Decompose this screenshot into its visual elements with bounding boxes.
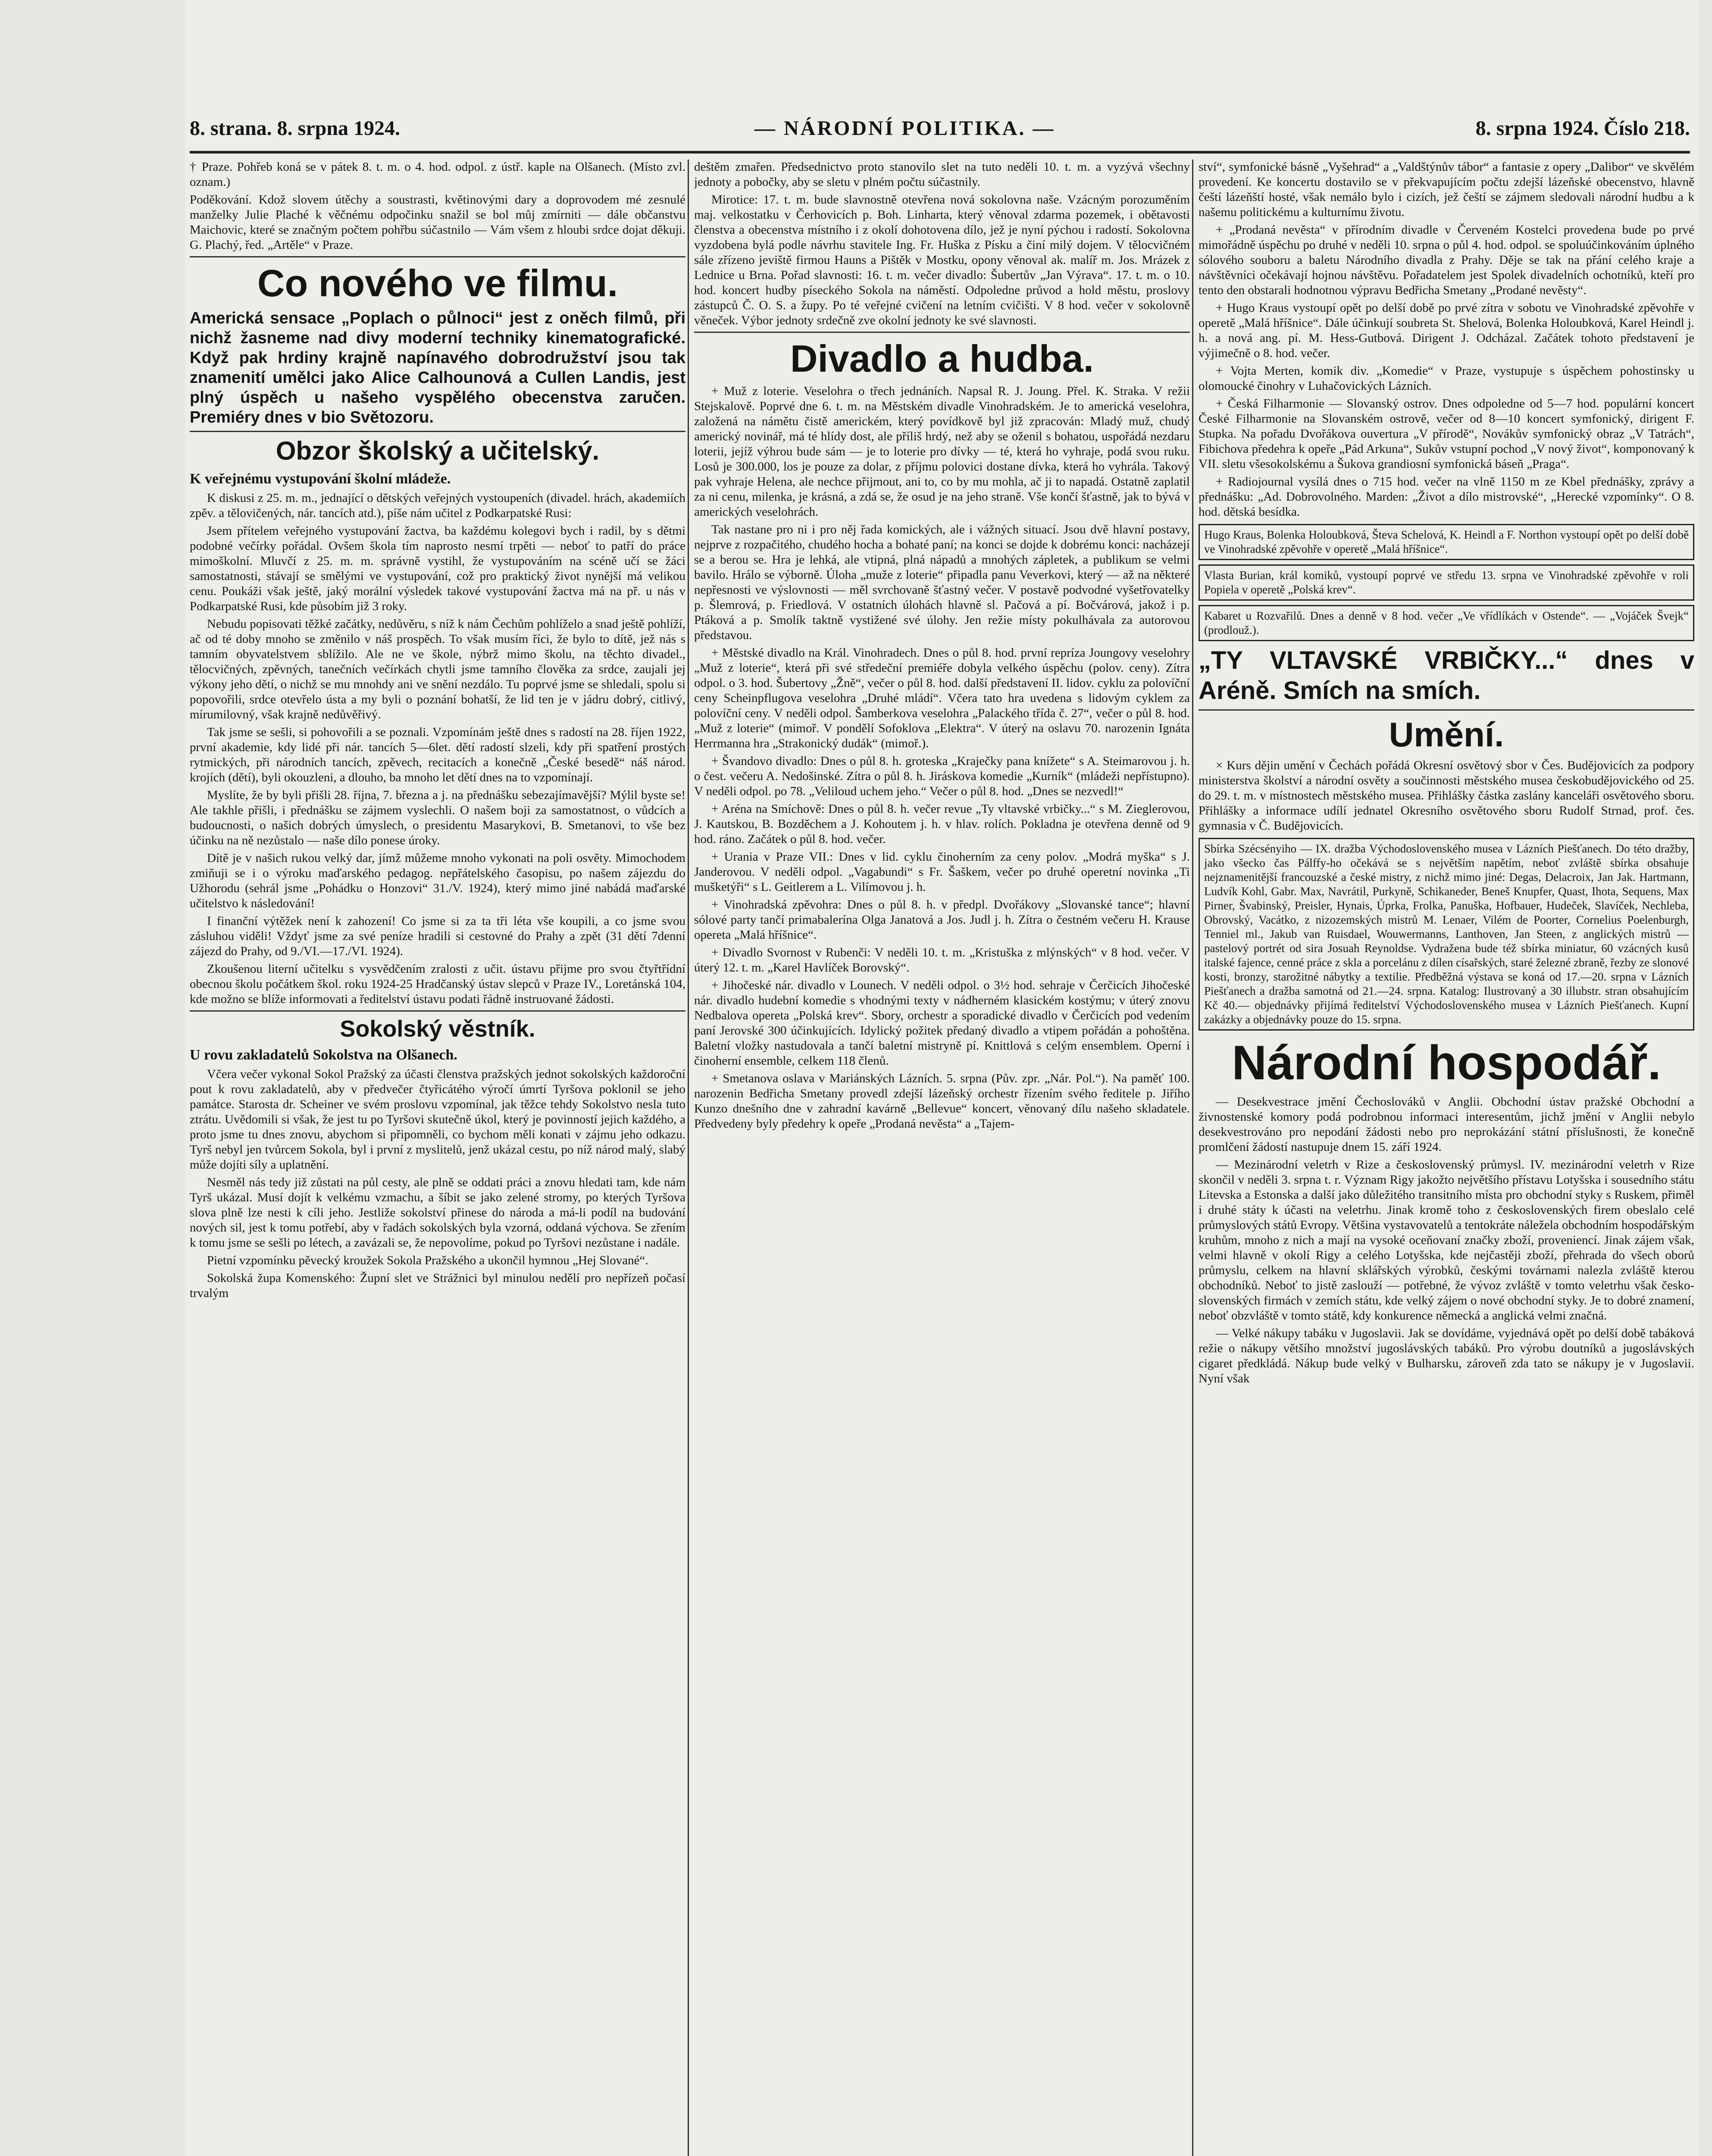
sokol-subheading: U rovu zakladatelů Sokolstva na Olšanech. [190, 1047, 457, 1063]
school-subheading: K veřejnému vystupování školní mládeže. [190, 471, 451, 487]
column-3 [1199, 160, 1694, 2156]
radio-notice: + Radiojournal vysílá dnes o 715 hod. večer na vlně 1150 m ze Kbel přednášky, zprávy a přednášku: „Ad. Dobrovolného. Marden: „Život a dílo mistrovské“, „Herecké vzpomínky“. O 8. hod. dětská besídka. [1199, 475, 1694, 519]
sokol-heading: Sokolský věstník. [340, 1016, 535, 1042]
school-paragraph: K diskusi z 25. m. m., jednající o dětských veřejných vystoupeních (divadel. hrách, akademiích zpěv. a tělovičených, nár. tancích atd.), píše nám učitel z Podkarpatské Rusi: [190, 491, 685, 520]
sokol-zupa-notice: Sokolská župa Komenského: Župní slet ve Strážnici byl minulou nedělí pro nepřízeň počasí trvalým [190, 1271, 685, 1300]
economy-article: — Desekvestrace jmění Čechoslováků v Anglii. Obchodní ústav pražské Obchodní a živnostenské komory podá podrobnou informaci interesentům, jichž jmění v Anglii nebylo desekvestrováno pro nepodání žádosti nebo pro neprokázání státní příslušnosti, že konečně promlčení žádostí nastupuje dnem 15. září 1924. [1199, 1095, 1694, 1154]
mirotice-notice: Mirotice: 17. t. m. bude slavnostně otevřena nová sokolovna naše. Vzácným porozuměním maj. velkostatku v Čerhovicích p. Boh. Linharta, který věnoval zdarma pozemek, i obětavosti členstva a obecenstva místního i z okolí dohotovena dílo, jež je nyní pýchou i radostí. Sokolovna vyzdobena bylá podle návrhu stavitele Ing. Fr. Huška z Písku a činí milý dojem. V tělocvičném sále zřízeno jeviště firmou Hauns a Pištěk v Mostku, opony věnoval ak. malíř m. Jos. Mrázek z Lednice u Brna. Pořad slavnosti: 16. t. m. večer divadlo: Šubertův „Jan Výrava“. 17. t. m. o 10. hod. koncert hudby píseckého Sokola na náměstí. Odpoledne průvod a hold městu, proslovy zástupců Č. O. S. a župy. Po té veřejné cvičení na letním cvičišti. V 8 hod. večer v sokolovně věneček. Výbor jednoty srdečně zve okolní jednoty ke své slavnosti. [694, 193, 1190, 327]
theatre-notice: + Smetanova oslava v Mariánských Lázních. 5. srpna (Pův. zpr. „Nár. Pol.“). Na paměť 100. narozenin Bedřicha Smetany provedl zdejší lázeňský orchestr řízením svého ředitele p. Jiřího Kunzo dnešního dne v zahradní kavárně „Bellevue“ koncert, věnovaný dílu našeho skladatele. Předvedeny byly předehry k opeře „Prodaná nevěsta“ a „Tajem- [694, 1072, 1190, 1131]
concert-notice: + Česká Filharmonie — Slovanský ostrov. Dnes odpoledne od 5—7 hod. populární koncert České Filharmonie na Slovanském ostrově, večer od 8—10 koncert symfonický, dirigent F. Stupka. Na pořadu Dvořákova ouvertura „V přírodě“, Novákův symfonický obraz „V Tatrách“, Fibichova předehra k opeře „Pád Arkuna“, Sukův vstupní pochod „V nový život“, komponovaný k VII. sletu všesokolskému a Šukova grandiosní symfonická báseň „Praga“. [1199, 397, 1694, 471]
school-heading: Obzor školský a učitelský. [275, 436, 600, 465]
theatre-notice: + Vojta Merten, komik div. „Komedie“ v Praze, vystupuje s úspěchem pohostinsky u olomoucké činohry v Luhačovických Lázních. [1199, 364, 1694, 393]
thanks-notice: Poděkování. Kdož slovem útěchy a soustrasti, květinovými dary a doprovodem mé zesnulé manželky Julie Plaché k věčnému odpočinku snažil se bol můj zmírniti — dále občanstvu Maichovic, které se značným počtem pohřbu súčastnilo — Vám všem z hloubi srdce dojat děkuji. G. Plachý, řed. „Artěle“ v Praze. [190, 193, 685, 252]
advertisement: Hugo Kraus, Bolenka Holoubková, Števa Schelová, K. Heindl a F. Northon vystoupí opět po delší době ve Vinohradské zpěvohře v operetě „Malá hříšnice“. [1199, 524, 1694, 560]
arena-advertisement: „TY VLTAVSKÉ VRBIČKY...“ dnes v Aréně. Smích na smích. [1199, 646, 1694, 705]
divider [190, 431, 685, 432]
article-paragraph: ství“, symfonické básně „Vyšehrad“ a „Valdštýnův tábor“ a fantasie z opery „Dalibor“ ve skvělém provedení. Ke koncertu dostavilo se v překvapujícím počtu zdejší lázeňské obecenstvo, hlavně čeští lázeňští hosté, však nemálo bylo i cizích, jež čeští se zájmem sledovali národní hudbu a k našemu politickému a kulturnímu životu. [1199, 160, 1694, 219]
column-divider [1192, 160, 1193, 2156]
theatre-notice: + Divadlo Svornost v Rubenči: V neděli 10. t. m. „Kristuška z mlýnských“ v 8 hod. večer. V úterý 12. t. m. „Karel Havlíček Borovský“. [694, 946, 1190, 975]
school-paragraph: Tak jsme se sešli, si pohovořili a se poznali. Vzpomínám ještě dnes s radostí na 28. říjen 1922, první akademie, kdy lidé při nár. tancích 5—6let. dětí radostí slzeli, kdy při spatření prostých rytmických, při národních tancích, zpěvech, recitacích a konečně „České besedě“ náš národ. krojích (dětí), byli okouzleni, a dlouho, ba mnoho let dětí dnes na to vzpomínají. [190, 725, 685, 784]
auction-advertisement: Sbírka Szécsényiho — IX. dražba Východoslovenského musea v Lázních Piešťanech. Do této dražby, jako všecko čas Pálffy-ho očekává se s největším napětím, neboť zvláště sbírka obsahuje nejznamenitější francouzské a české mistry, z nichž mimo jiné: Degas, Delacroix, Jan Jak. Hartmann, Ludvík Kohl, Gabr. Max, Navrátil, Purkyně, Schikaneder, Beneš Knupfer, Quast, Ihota, Sequens, Max Pirner, Švabinský, Preisler, Hynais, Úprka, Frolka, Panuška, Hofbauer, Hudeček, Slavíček, Nechleba, Obrovský, Vacátko, z nizozemských mistrů M. Lenaer, Vilém de Poorter, Cornelius Poelenburgh, Tenniel ml., Jakub van Ruisdael, Wouwermanns, Lanthoven, Jan Steen, z anglických mistrů — pastelový portrét od sira Josuah Reynoldse. Vydražena bude též sbírka miniatur, 60 vzácných kusů italské fajence, cenné práce z skla a porcelánu z dílen císařských, staré železné zbraně, řezby ze slonové kosti, bronzy, starožitné nábytky a textilie. Předběžná výstava se koná od 17.—20. srpna v Lázních Piešťanech a dražba samotná od 21.—24. srpna. Katalog: Ilustrovaný a 30 illubstr. stran obsahujícím Kč 40.— objednávky přijímá ředitelství Východoslovenského musea v Lázních Piešťanech. Kupní zakázky a objednávky pouze do 15. srpna. [1199, 838, 1694, 1031]
page-header [190, 116, 1690, 151]
theatre-notice: + Švandovo divadlo: Dnes o půl 8. h. groteska „Kraječky pana knížete“ s A. Steimarovou j. h. o čest. večeru A. Nedošinské. Zítra o půl 8. h. Jiráskova komedie „Kurník“ (mládeži nepřístupno). V neděli odpol. po 78. „Veliloud uchem jeho.“ Večer o půl 8. hod. „Dnes se nezvedl!“ [694, 754, 1190, 798]
obituary-notice: † Praze. Pohřeb koná se v pátek 8. t. m. o 4. hod. odpol. z ústř. kaple na Olšanech. (Místo zvl. oznam.) [190, 160, 685, 189]
school-paragraph: Jsem přítelem veřejného vystupování žactva, ba každému kolegovi bych i radil, by s dětmi podobné večírky pořádal. Ovšem škola tím naprosto nesmí trpěti — neboť to patří do práce mimoškolní. Mluvčí z 25. m. m. správně vystihl, že vystupováním na scéně učí se žáci samostatnosti, stávají se smělými ve vystupování, což pro praktický život nynější má velikou cenu. Poukáži však ještě, jaký morální výsledek takové vystupování žactva má na př. u nás v Podkarpatské Rusi, kde působím již 3 roky. [190, 524, 685, 613]
theatre-notice: + Aréna na Smíchově: Dnes o půl 8. h. večer revue „Ty vltavské vrbičky...“ s M. Zieglerovou, J. Kautskou, B. Bozděchem a J. Kohoutem j. h. v hlav. rolích. Pokladna je otevřena denně od 9 hod. ráno. Začátek o půl 8. hod. večer. [694, 802, 1190, 846]
article-paragraph: deštěm zmařen. Předsednictvo proto stanovilo slet na tuto neděli 10. t. m. a vyzývá všechny jednoty a pobočky, aby se sletu v plném počtu súčastnily. [694, 160, 1190, 189]
theatre-notice: + Hugo Kraus vystoupí opět po delší době po prvé zítra v sobotu ve Vinohradské zpěvohře v operetě „Malá hříšnice“. Dále účinkují soubreta St. Shelová, Bolenka Holoubková, Karel Heindl j. h. a nová ang. pí. M. Hess-Gutbová. Dirigent J. Odcházal. Začátek tohoto představení je výjimečně o 8. hod. večer. [1199, 301, 1694, 360]
teacher-wanted-notice: Zkoušenou literní učitelku s vysvědčením zralosti z učit. ústavu přijme pro svou čtyřtřídní obecnou školu počátkem škol. roku 1924-25 Hradčanský ústav slepců v Praze IV., Loretánská 104, kde možno se blíže informovati a ředitelství ústavu podati řádně instruované žádosti. [190, 962, 685, 1006]
school-paragraph: Nebudu popisovati těžké začátky, nedůvěru, s níž k nám Čechům pohlíželo a snad ještě pohlíží, ač od té doby mnoho se změnilo v náš prospěch. To však musím říci, že bylo to dítě, jež nás s tamním obyvatelstvem sblížilo. Ale ne ve škole, nýbrž mimo školu, na těchto divadel., tělocvičných, zpěvných, tanečních večírkách chytli jsme tamního člověka za srdce, zaujali jej výkony jeho dětí, o nichž se mu mnohdy ani ve snění nezdálo. Tu poprvé jsme se shledali, spolu si popovořili, srdce otevřelo ústa a my byli o poznání bohatší, že lid ten je v jádru dobrý, citlivý, mírumilovný, však krajně nedůvěřivý. [190, 617, 685, 721]
school-paragraph: Dítě je v našich rukou velký dar, jímž můžeme mnoho vykonati na poli osvěty. Mimochodem zmiňuji se i o výroku maďarského pedagog. nepřátelského časopisu, po našem zájezdu do Užhorodu (sehrál jsme „Pohádku o Honzovi“ 31./V. 1924), který mimo jiné nabádá maďarské učitelstvo k následování! [190, 851, 685, 910]
theatre-review: Tak nastane pro ni i pro něj řada komických, ale i vážných situací. Jsou dvě hlavní postavy, nejprve z rozpačitého, chudého hocha a bohaté paní; na konci se dojde k dobrému konci: nacházejí se a berou se. Hra je lehká, ale vtipná, plná nápadů a mnohých zápletek, a publikum se velmi bavilo. Hrálo se výborně. Úloha „muže z loterie“ připadla panu Veverkovi, který — až na některé nepřesnosti ve výslovnosti — měl svrchovaně šťastný večer. V postavě podvodné vyšetřovatelky p. Šlemrová, p. Friedlová. V ostatních úlohách hlavně sl. Pačová a pí. Bočvárová, jakož i p. Ptáková a p. Smolík taktně vystižené své úlohy. Jen režie místy pokulhávala za autorovou představou. [694, 523, 1190, 642]
economy-article: — Velké nákupy tabáku v Jugoslavii. Jak se dovídáme, vyjednává opět po delší době tabáková režie o nákupy většího množství jugoslávských tabáků. Pro výrobu doutníků a jugoslávských cigaret předkládá. Nákup bude velký v Bulharsku, zároveň zda tato se nákupy je v Jugoslavii. Nyní však [1199, 1326, 1694, 1385]
theatre-notice: + „Prodaná nevěsta“ v přírodním divadle v Červeném Kostelci provedena bude po prvé mimořádně úspěchu po druhé v neděli 10. srpna o půl 4. hod. odpol. se spoluúčinkováním úplného sólového souboru a baletu Národního divadla z Prahy. Děje se tak na přání celého kraje a návštěvníci očekávají hojnou návštěvu. Pořadatelem jest Spolek divadelních ochotníků, kteří pro tento den obstarali hodnotnou výpravu Bedřicha Smetany „Prodané nevěsty“. [1199, 223, 1694, 297]
economy-heading: Národní hospodář. [1232, 1036, 1661, 1090]
sokol-paragraph: Pietní vzpomínku pěvecký kroužek Sokola Pražského a ukončil hymnou „Hej Slované“. [207, 1253, 648, 1267]
divider [190, 1010, 685, 1012]
column-1 [190, 160, 685, 2156]
theatre-notice: + Urania v Praze VII.: Dnes v lid. cyklu činoherním za ceny polov. „Modrá myška“ s J. Janderovou. V neděli odpol. „Vagabundi“ s Fr. Šaškem, večer po druhé operetní novinka „Ti mušketýři“ s L. Geitlerem a L. Vilímovou j. h. [694, 850, 1190, 894]
sokol-paragraph: Nesměl nás tedy již zůstati na půl cesty, ale plně se oddati práci a znovu hledati tam, kde nám Tyrš ukázal. Musí dojít k velkému vzmachu, a šíbit se jako zelené stromy, po kterých Tyršova slova plně lze nesti k cíli jeho. Jestliže sokolství přinese do národa a má-li podíl na budování nových sil, jest k tomu potřebí, aby v řadách sokolských byla vzorná, oddaná výchova. Se zřením k tomu jsme se sešli po létech, a zavázali se, že nepovolíme, pokud po Tyršovi nezůstane i nadále. [190, 1175, 685, 1250]
header-rule [190, 151, 1690, 154]
theatre-notice: + Jihočeské nár. divadlo v Lounech. V neděli odpol. o 3½ hod. sehraje v Čerčicích Jihočeské nár. divadlo hudební komedie s vhodnými texty v nádherném klasickém kostýmu; v úterý znovu Nedbalova opereta „Polská krev“. Sbory, orchestr a sporadické divadlo v Čerčicích pod vedením paní Jerovské 300 účinkujících. Idylický požitek předaný divadlo a vtipem pořádán a pohoštěna. Baletní vložky nastudovala a tančí baletní mistryně pí. Knittlová s celým ensemblem. Operní i činoherní ensemble, celkem 118 členů. [694, 978, 1190, 1068]
divider [190, 256, 685, 257]
newspaper-page [185, 0, 1699, 2156]
theatre-notice: + Vinohradská zpěvohra: Dnes o půl 8. h. v předpl. Dvořákovy „Slovanské tance“; hlavní sólové party tančí primabalerína Olga Janatová a Jos. Judl j. h. Zítra o čestném večeru H. Krause opereta „Malá hříšnice“. [694, 898, 1190, 942]
advertisement: Kabaret u Rozvařilů. Dnes a denně v 8 hod. večer „Ve vřídlíkách v Ostende“. — „Vojáček Švejk“ (prodlouž.). [1199, 605, 1694, 641]
column-divider [688, 160, 689, 2156]
advertisement: Vlasta Burian, král komiků, vystoupí poprvé ve středu 13. srpna ve Vinohradské zpěvohře v roli Popiela v operetě „Polská krev“. [1199, 564, 1694, 601]
art-notice: × Kurs dějin umění v Čechách pořádá Okresní osvětový sbor v Čes. Budějovicích za podpory ministerstva školství a národní osvěty a součinnosti městského musea českobudějovického od 25. do 29. t. m. v místnostech městského musea. Přihlášky částka zaslány kanceláři osvětového sboru. Přihlášky a informace udílí jednatel Okresního osvětového sboru Rudolf Strnad, prof. čes. gymnasia v Č. Budějovicích. [1199, 758, 1694, 833]
sokol-paragraph: Včera večer vykonal Sokol Pražský za účasti členstva pražských jednot sokolských každoroční pout k rovu zakladatelů, aby v předvečer čtyřicátého výročí úmrtí Tyršova poklonil se jeho památce. Starosta dr. Scheiner ve svém proslovu vzpomínal, jak těžce tehdy Sokolstvo nesla tuto ztrátu. Uvědomili si však, že jest tu po Tyršovi skutečně úkol, který je povinností jejich každého, a proto jsme tu dnes znovu, abychom si připomněli, co bychom měli konati v zájmu jeho odkazu. Tyrš nebyl jen tvůrcem Sokola, byl i první z myslitelů, jenž ukázal cestu, po níž národ malý, slabý může dojíti síly a uplatnění. [190, 1067, 685, 1172]
economy-article: — Mezinárodní veletrh v Rize a československý průmysl. IV. mezinárodní veletrh v Rize skončil v neděli 3. srpna t. r. Význam Rigy jakožto největšího přístavu Lotyšska i sousedního státu Litevska a Estonska a další jako důležitého transitního místa pro obchodní styky s Ruskem, přiměl i druhé státy k účasti na veletrhu. Jinak kromě toho z československých firem obeslalo celé průmyslových států Evropy. Většina vystavovatelů a tentokráte náležela obchodním hospodářským kruhům, mnoho z nich a mají na vysoké oceňovaní značky zboží, proveniencí. Jinak zájem však, velmi hlavně v okolí Rigy a celého Lotyšska, kde nejčastěji zboží, přehrada do všech oborů průmyslu, celkem na hlavní sklářských výrobků, českými továrnami nalezla zvláště kterou obchodníků. Neboť to jistě zaslouží — potřebné, že vývoz zvláště v tomto veletrhu však česko-slovenských firmách v zemích státu, kde velký zájem o nové obchodní styky. Je to dobré znamení, neboť obzvláště v tomto státě, kdy konkurence německá a anglická velmi značná. [1199, 1158, 1694, 1322]
theatre-notice: + Městské divadlo na Král. Vinohradech. Dnes o půl 8. hod. první repríza Joungovy veselohry „Muž z loterie“, která při své středeční premiéře dobyla velkého úspěchu (polov. ceny). Zítra odpol. o 3. hod. Šubertovy „Žně“, večer o půl 8. hod. další představení II. lidov. cyklu za polovíční ceny Scheinpflugova veselohra „Druhé mládí“. Včera tato hra uvedena s lidovým cyklem za polovíční ceny. V neděli odpol. Šamberkova veselohra „Palackého třída č. 27“, večer o půl 8. hod. „Muž z loterie“ (mimoř. V pondělí Sofoklova „Elektra“. V úterý na oslavu 70. narozenin Ignáta Herrmanna hra „Strakonický dudák“ (mimoř.). [694, 646, 1190, 750]
header-left: 8. strana. 8. srpna 1924. [190, 117, 401, 140]
film-heading: Co nového ve filmu. [257, 262, 618, 304]
header-right: 8. srpna 1924. Číslo 218. [1475, 117, 1690, 140]
art-heading: Umění. [1389, 715, 1504, 754]
theatre-heading: Divadlo a hudba. [790, 337, 1094, 380]
divider [694, 332, 1190, 333]
column-2 [694, 160, 1190, 2156]
school-paragraph: Myslíte, že by byli přišli 28. října, 7. března a j. na přednášku sebezajímavější? Mýlil byste se! Ale takhle přišli, i přednášku se zájmem vyslechli. O našem boji za samostatnost, o vůdcích a budoucnosti, o našich dobrých úmyslech, o presidentu Masarykovi, B. Smetanovi, to vše bez účinku na ně nezůstalo — naše dílo ponese úroky. [190, 788, 685, 847]
header-masthead: — NÁRODNÍ POLITIKA. — [754, 117, 1055, 140]
divider [1199, 709, 1694, 711]
film-article: Americká sensace „Poplach o půlnoci“ jest z oněch filmů, při nichž žasneme nad divy moderní techniky kinematografické. Když pak hrdiny krajně napínavého dobrodružství jsou tak znamenití umělci jako Alice Calhounová a Cullen Landis, jest plný úspěch u našeho vyspělého obecenstva zaručen. Premiéry dnes v bio Světozoru. [190, 309, 685, 426]
school-paragraph: I finanční výtěžek není k zahození! Co jsme si za ta tři léta vše koupili, a co jsme svou zásluhou viděli! Vždyť jsme za své peníze hradili si cestovné do Prahy a zpět (31 dětí 7denní zájezd do Prahy, od 9./VI.—17./VI. 1924). [190, 914, 685, 958]
theatre-review: + Muž z loterie. Veselohra o třech jednáních. Napsal R. J. Joung. Přel. K. Straka. V režii Stejskalově. Poprvé dne 6. t. m. na Městském divadle Vinohradském. Je to americká veselohra, založená na námětu čistě americkém, který povídkově byl již zpracován: Mladý muž, chudý americký novinář, má té hlídy dost, ale příliš hrdý, než aby se oženil s bohatou, uspořádá nezdaru loterii, jejíž výhrou bude sám — je to loterie pro dívky — té, která ho vyhraje, podá svou ruku. Losů je 300.000, los je pouze za dolar, z příjmu polovici dostane dívka, která ho vyhrála. Takový pak vyhraje Helena, ale nechce přijmout, ani to, co by mu mohla, ač ji to napadá. Ostatně zaplatil za ni cenu, milenka, je krásná, a zdá se, že osud je na jeho straně. Vše končí šťastně, jak to bývá v amerických veselohrách. [694, 384, 1190, 519]
